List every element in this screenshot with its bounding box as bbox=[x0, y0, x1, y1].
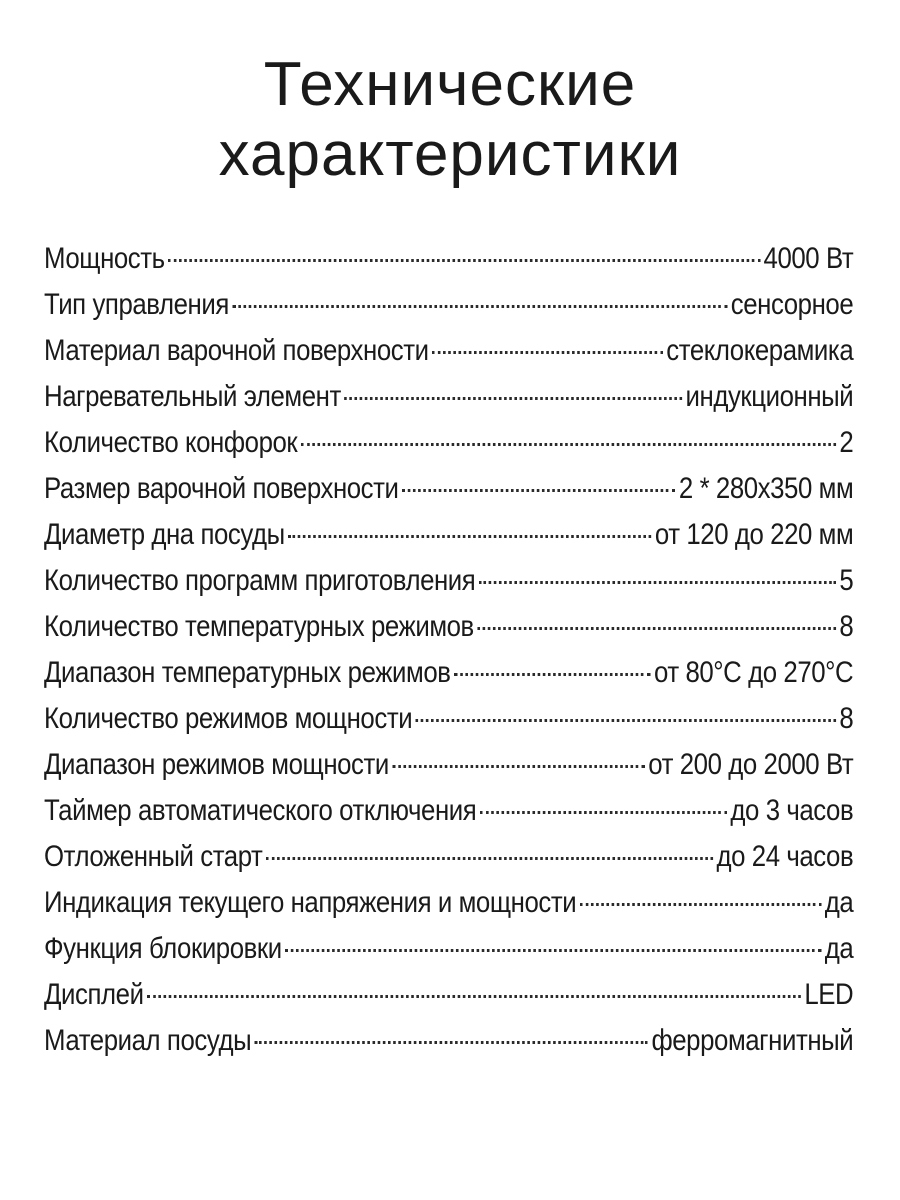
spec-label: Таймер автоматического отключения bbox=[44, 794, 477, 827]
spec-label: Диаметр дна посуды bbox=[44, 518, 285, 551]
spec-row-display bbox=[44, 972, 853, 1018]
spec-value: индукционный bbox=[685, 380, 854, 413]
spec-label: Размер варочной поверхности bbox=[44, 472, 399, 505]
spec-label: Количество температурных режимов bbox=[44, 610, 474, 643]
dotted-leader bbox=[392, 765, 645, 768]
spec-value: 2 * 280x350 мм bbox=[678, 472, 854, 505]
spec-value: 4000 Вт bbox=[763, 242, 854, 275]
dotted-leader bbox=[480, 811, 727, 814]
spec-value: до 3 часов bbox=[730, 794, 854, 827]
dotted-leader bbox=[479, 581, 836, 584]
dotted-leader bbox=[168, 259, 760, 262]
dotted-leader bbox=[255, 1041, 648, 1044]
spec-row-program-count bbox=[44, 558, 853, 604]
spec-value: да bbox=[824, 886, 854, 919]
spec-value: стеклокерамика bbox=[666, 334, 854, 367]
dotted-leader bbox=[232, 305, 727, 308]
page-title bbox=[0, 50, 900, 190]
spec-label: Диапазон режимов мощности bbox=[44, 748, 389, 781]
page-title-line-1: Технические bbox=[263, 50, 637, 119]
spec-label: Мощность bbox=[44, 242, 165, 275]
spec-row-surface-material bbox=[44, 328, 853, 374]
spec-label: Диапазон температурных режимов bbox=[44, 656, 451, 689]
spec-label: Отложенный старт bbox=[44, 840, 263, 873]
spec-row-voltage-indication bbox=[44, 880, 853, 926]
dotted-leader bbox=[454, 673, 651, 676]
spec-row-burner-count bbox=[44, 420, 853, 466]
spec-value: до 24 часов bbox=[716, 840, 854, 873]
spec-label: Тип управления bbox=[44, 288, 229, 321]
spec-value: сенсорное bbox=[730, 288, 854, 321]
dotted-leader bbox=[477, 627, 836, 630]
spec-row-power bbox=[44, 236, 853, 282]
spec-label: Функция блокировки bbox=[44, 932, 282, 965]
dotted-leader bbox=[266, 857, 713, 860]
spec-row-lock-function bbox=[44, 926, 853, 972]
spec-row-cookware-diameter bbox=[44, 512, 853, 558]
dotted-leader bbox=[432, 351, 663, 354]
spec-value: да bbox=[824, 932, 854, 965]
spec-label: Количество конфорок bbox=[44, 426, 298, 459]
spec-label: Материал варочной поверхности bbox=[44, 334, 429, 367]
spec-value: 5 bbox=[839, 564, 854, 597]
spec-value: от 200 до 2000 Вт bbox=[648, 748, 854, 781]
dotted-leader bbox=[344, 397, 682, 400]
dotted-leader bbox=[285, 949, 821, 952]
spec-value: LED bbox=[804, 978, 854, 1011]
spec-label: Количество режимов мощности bbox=[44, 702, 413, 735]
spec-row-surface-size bbox=[44, 466, 853, 512]
spec-label: Дисплей bbox=[44, 978, 144, 1011]
spec-row-control-type bbox=[44, 282, 853, 328]
spec-row-power-range bbox=[44, 742, 853, 788]
spec-row-temperature-mode-count bbox=[44, 604, 853, 650]
dotted-leader bbox=[402, 489, 676, 492]
spec-row-heating-element bbox=[44, 374, 853, 420]
spec-row-delayed-start bbox=[44, 834, 853, 880]
spec-value: ферромагнитный bbox=[651, 1024, 854, 1057]
dotted-leader bbox=[288, 535, 651, 538]
spec-value: 2 bbox=[839, 426, 854, 459]
spec-row-cookware-material bbox=[44, 1018, 853, 1064]
spec-row-power-mode-count bbox=[44, 696, 853, 742]
spec-value: от 80°С до 270°С bbox=[653, 656, 854, 689]
dotted-leader bbox=[301, 443, 836, 446]
page-title-line-2: характеристики bbox=[218, 120, 682, 189]
spec-label: Количество программ приготовления bbox=[44, 564, 476, 597]
spec-list bbox=[44, 236, 854, 1064]
spec-row-temperature-range bbox=[44, 650, 853, 696]
spec-value: от 120 до 220 мм bbox=[654, 518, 854, 551]
dotted-leader bbox=[416, 719, 836, 722]
spec-value: 8 bbox=[839, 610, 854, 643]
spec-value: 8 bbox=[839, 702, 854, 735]
dotted-leader bbox=[147, 995, 801, 998]
spec-row-auto-off-timer bbox=[44, 788, 853, 834]
dotted-leader bbox=[580, 903, 822, 906]
spec-label: Индикация текущего напряжения и мощности bbox=[44, 886, 577, 919]
spec-label: Материал посуды bbox=[44, 1024, 252, 1057]
spec-label: Нагревательный элемент bbox=[44, 380, 341, 413]
